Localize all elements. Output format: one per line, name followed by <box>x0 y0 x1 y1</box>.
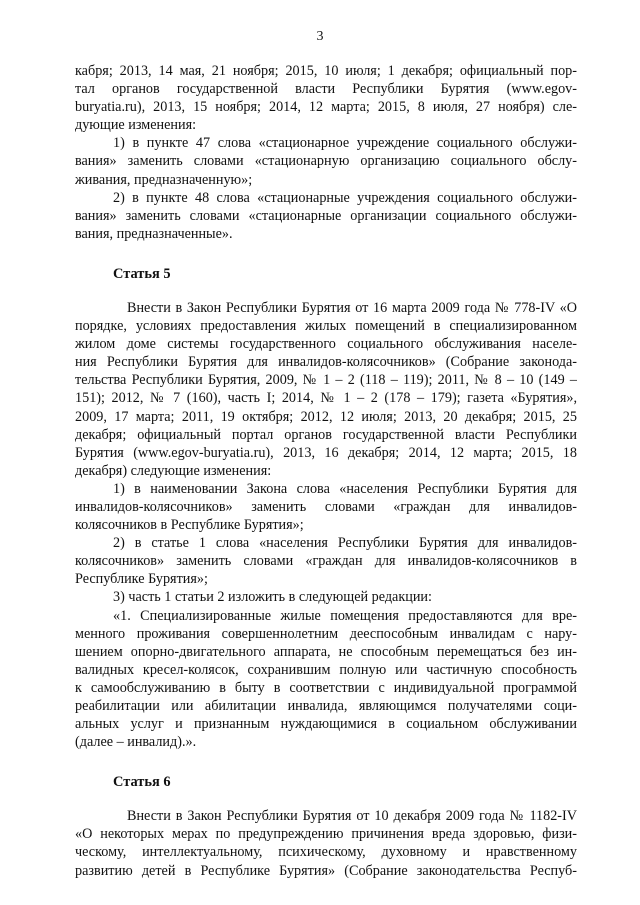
text-line: инвалидов-колясочников» заменить словами «граждан для инвалидов- <box>75 498 577 515</box>
article-6-body <box>75 807 577 879</box>
text-line: живания, предназначенную»; <box>75 171 253 188</box>
text-line: вания» заменить словами «стационарную организацию социального обслу- <box>75 153 577 170</box>
text-line: к самообслуживанию в быту в соответствии с индивидуальной программой <box>75 679 577 696</box>
text-line: менного проживания совершеннолетним дееспособным инвалидам с нару- <box>75 625 577 642</box>
article-5-body <box>75 299 577 751</box>
text-line: (далее – инвалид).». <box>75 734 197 751</box>
text-line: кабря; 2013, 14 мая, 21 ноября; 2015, 10 июля; 1 декабря; официальный пор- <box>75 63 577 79</box>
text-line: Бурятия (www.egov-buryatia.ru), 2013, 16 декабря; 2014, 12 марта; 2015, 18 <box>75 444 577 461</box>
text-line: «О некоторых мерах по предупреждению причинения вреда здоровью, физи- <box>75 826 577 843</box>
text-line: 2) в пункте 48 слова «стационарные учреждения социального обслужи- <box>113 189 577 206</box>
text-line: дующие изменения: <box>75 117 197 134</box>
text-line: декабря) следующие изменения: <box>75 462 272 479</box>
text-line: ческому, интеллектуальному, психическому, духовному и нравственному <box>75 844 577 861</box>
article-5-heading: Статья 5 <box>113 265 171 282</box>
text-line: декабря; официальный портал органов государственной власти Республики <box>75 426 577 443</box>
text-line: ния Республики Бурятия для инвалидов-колясочников» (Собрание законода- <box>75 354 577 371</box>
text-line: 2009, 17 марта; 2011, 19 октября; 2012, 12 июля; 2013, 20 декабря; 2015, 25 <box>75 408 577 425</box>
text-line: валидных кресел-колясок, сохранившим полную или частичную способность <box>75 661 577 678</box>
text-line: тал органов государственной власти Республики Бурятия (www.egov- <box>75 81 577 98</box>
text-line: Внести в Закон Республики Бурятия от 16 марта 2009 года № 778-IV «О <box>127 299 577 316</box>
document-body <box>75 62 577 880</box>
text-line: колясочников» заменить словами «граждан для инвалидов-колясочников в <box>75 553 577 570</box>
text-line: шением опорно-двигательного аппарата, не способным перемещаться без ин- <box>75 643 577 660</box>
text-line: 151); 2012, № 7 (160), часть I; 2014, № 1 – 2 (178 – 179); газета «Бурятия», <box>75 390 577 407</box>
page-number: 3 <box>316 29 324 44</box>
text-line: порядке, условиях предоставления жилых помещений в специализированном <box>75 318 577 335</box>
text-line: вания, предназначенные». <box>75 225 233 242</box>
text-line: 1) в пункте 47 слова «стационарное учреждение социального обслужи- <box>113 135 577 152</box>
text-line: вания» заменить словами «стационарные организации социального обслужи- <box>75 207 577 224</box>
text-line: реабилитации или абилитации инвалида, являющимся получателями соци- <box>75 698 577 714</box>
text-line: альных услуг и признанным нуждающимися в социальном обслуживании <box>75 716 577 733</box>
text-line: Республике Бурятия»; <box>75 571 208 588</box>
text-line: Внести в Закон Республики Бурятия от 10 декабря 2009 года № 1182-IV <box>127 808 577 825</box>
text-line: 3) часть 1 статьи 2 изложить в следующей редакции: <box>113 589 432 606</box>
text-line: 2) в статье 1 слова «населения Республики Бурятия для инвалидов- <box>113 535 577 552</box>
text-line: жилом доме системы государственного социального обслуживания населе- <box>75 336 577 353</box>
text-line: 1) в наименовании Закона слова «населения Республики Бурятия для <box>113 480 577 497</box>
text-line: «1. Специализированные жилые помещения предоставляются для вре- <box>113 607 577 624</box>
text-line: колясочников в Республике Бурятия»; <box>75 517 304 534</box>
text-line: buryatia.ru), 2013, 15 ноября; 2014, 12 марта; 2015, 8 июля, 27 ноября) сле- <box>75 99 577 116</box>
amendment-block-previous-article <box>75 62 577 243</box>
article-6-heading: Статья 6 <box>113 774 171 791</box>
text-line: развитию детей в Республике Бурятия» (Собрание законодательства Респуб- <box>75 862 577 879</box>
text-line: тельства Республики Бурятия, 2009, № 1 – 2 (118 – 119); 2011, № 8 – 10 (149 – <box>75 372 577 389</box>
